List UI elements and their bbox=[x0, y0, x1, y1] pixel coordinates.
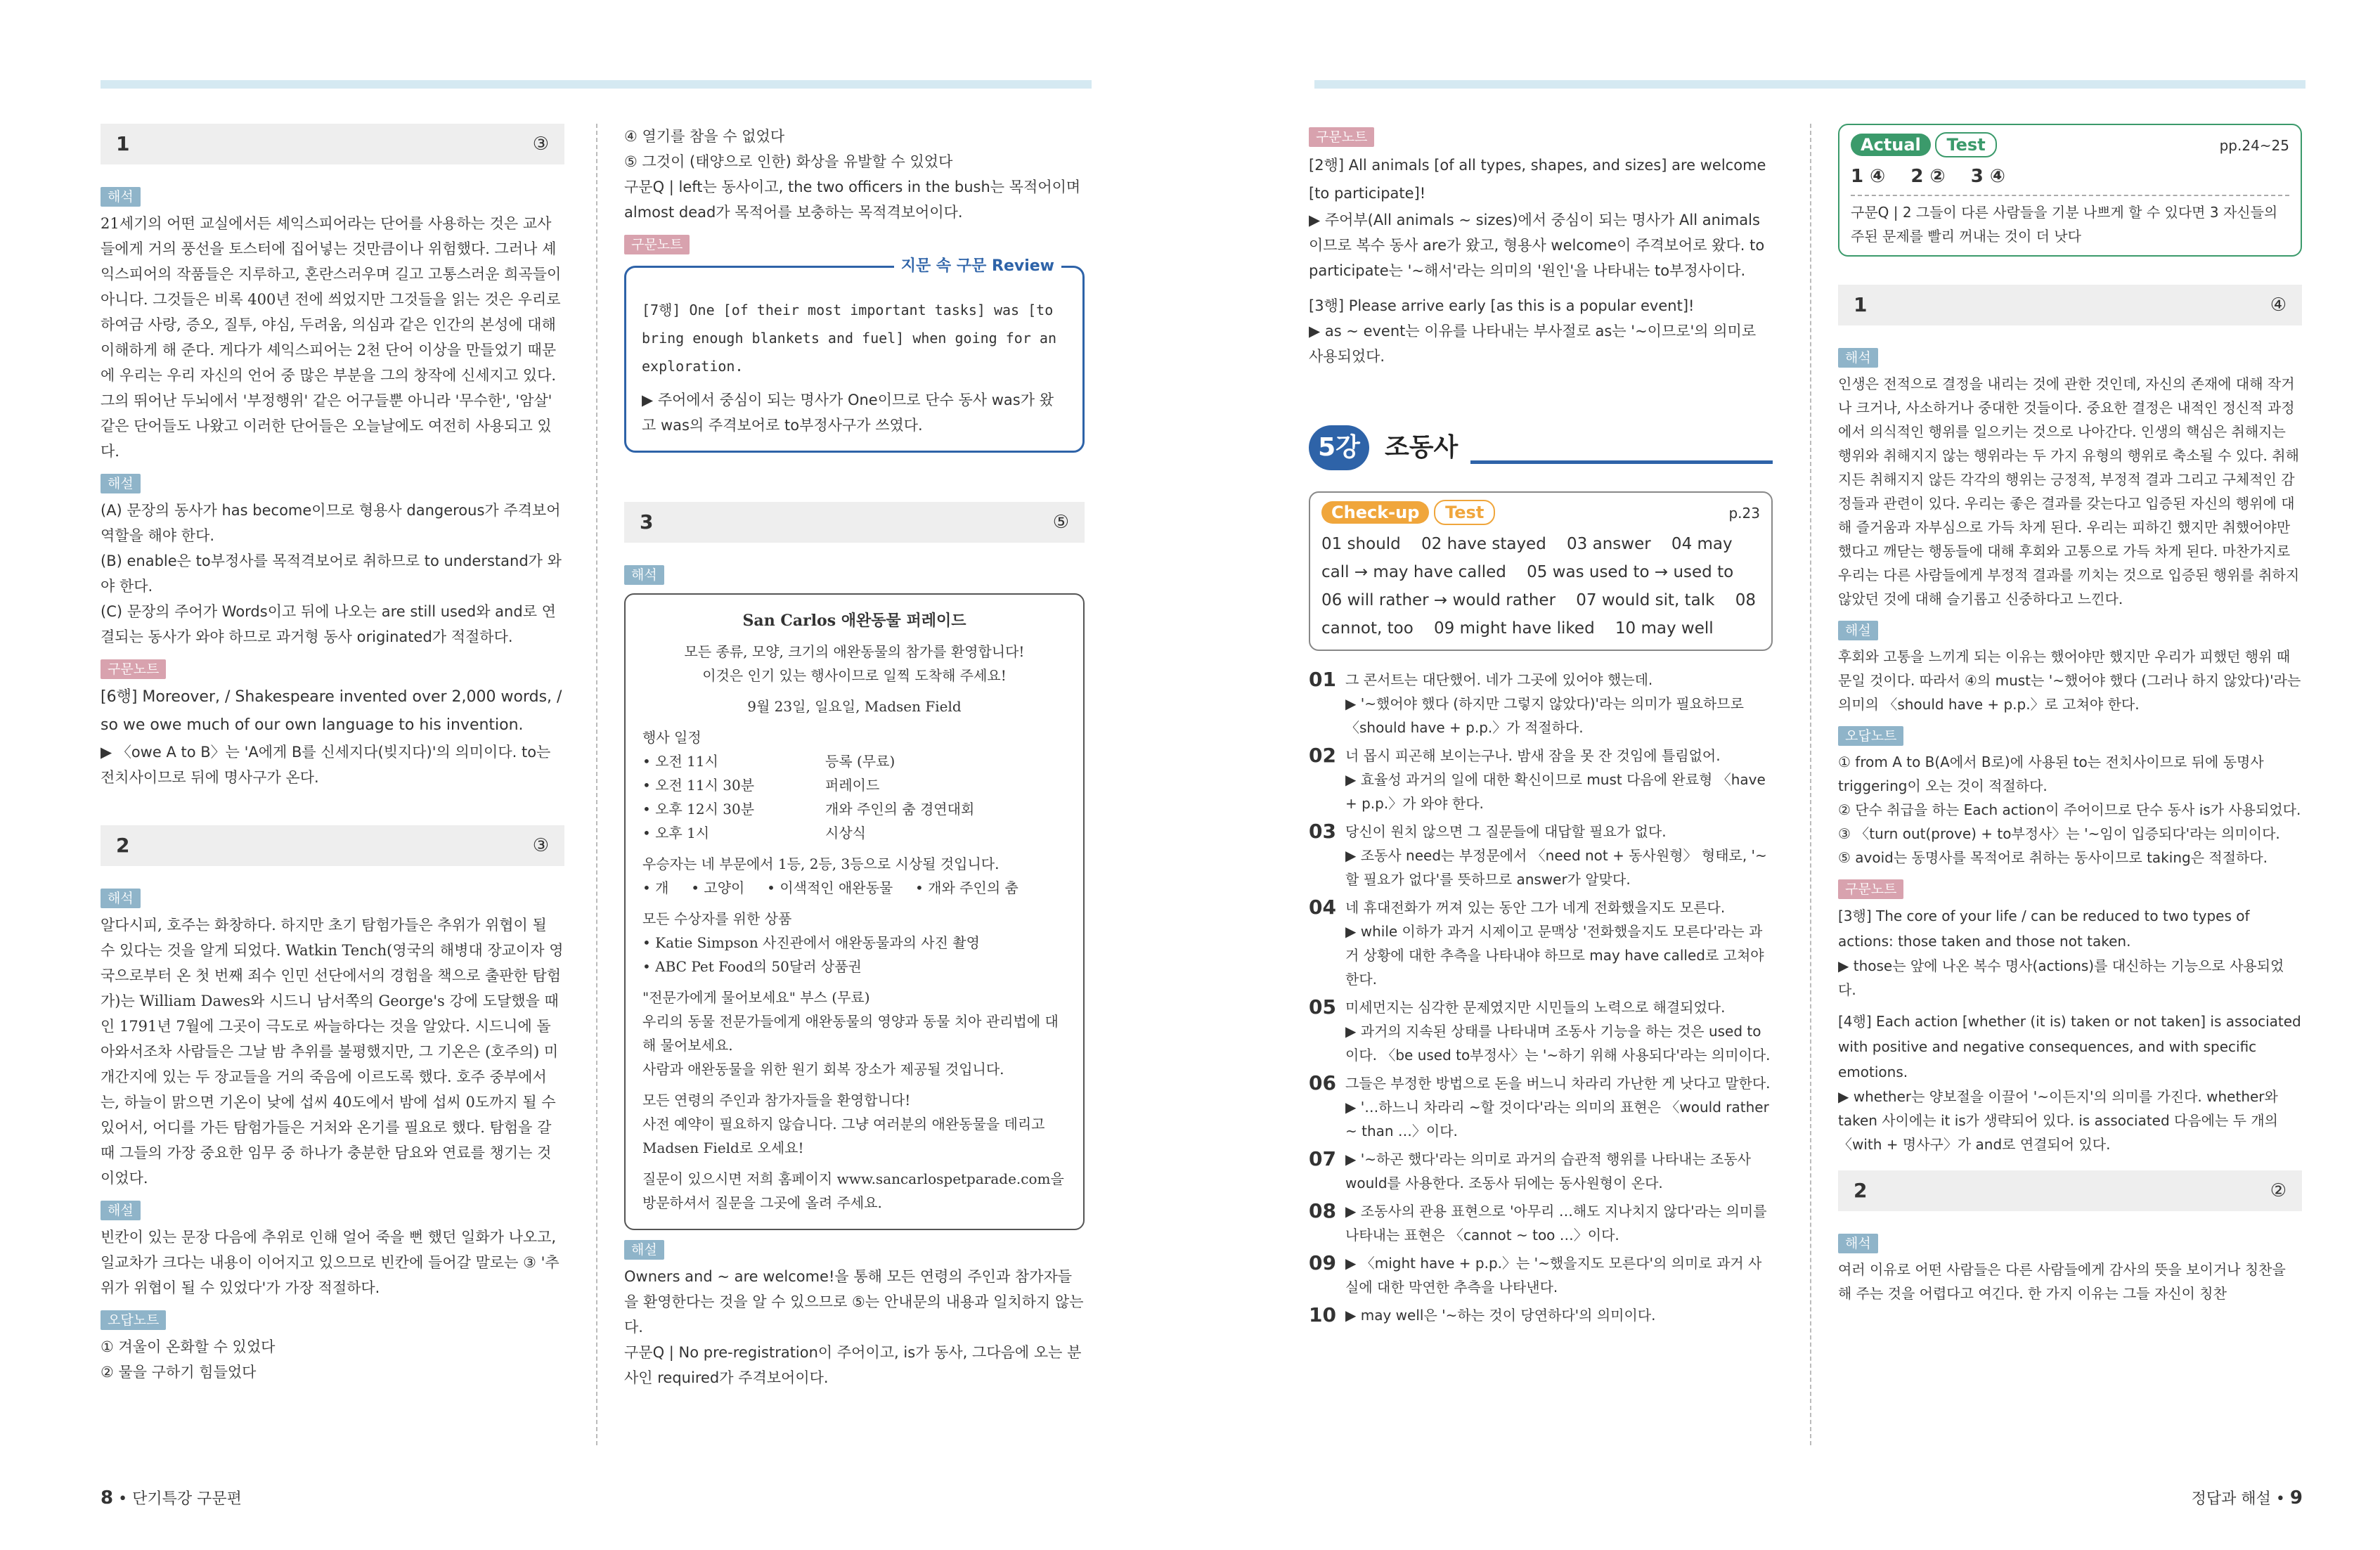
item-explain: ▶ 조동사 need는 부정문에서 〈need not + 동사원형〉 형태로, '~할 필요가 없다'를 뜻하므로 answer가 알맞다. bbox=[1345, 847, 1767, 888]
prize-1: • Katie Simpson 사진관에서 애완동물과의 사진 촬영 bbox=[642, 934, 980, 951]
wrong-option-4: ④ 열기를 참을 수 없었다 bbox=[624, 128, 785, 145]
lesson-title: 조동사 bbox=[1385, 433, 1459, 462]
item-number: 07 bbox=[1309, 1147, 1336, 1170]
right-column-divider bbox=[1810, 124, 1811, 1445]
list-item bbox=[1309, 896, 1773, 991]
tag-gumun: 구문노트 bbox=[1838, 879, 1903, 899]
syntax-question-note: 구문Q | No pre-registration이 주어이고, is가 동사, 그다음에 오는 분사인 required가 주격보어이다. bbox=[624, 1344, 1082, 1386]
checkup-page: p.23 bbox=[1728, 504, 1760, 522]
syntax-note-explain-3: ▶ as ~ event는 이유를 나타내는 부사절로 as는 '~이므로'의 의미로 사용되었다. bbox=[1309, 323, 1757, 365]
left-column-1 bbox=[101, 124, 564, 1385]
syntax-note-line: [6행] Moreover, / Shakespeare invented over 2,000 words, / so we owe much of our own language to his invention. bbox=[101, 688, 562, 734]
answer-mark: ④ bbox=[2270, 295, 2287, 316]
item-number: 03 bbox=[1309, 820, 1336, 843]
item-explain: ▶ 조동사의 관용 표현으로 '아무리 …해도 지나치지 않다'라는 의미를 나타내는 표현은 〈cannot ~ too …〉이다. bbox=[1345, 1203, 1767, 1244]
item-explain: ▶ '…하느니 차라리 ~할 것이다'라는 의미의 표현은 〈would rather ~ than …〉이다. bbox=[1345, 1099, 1769, 1139]
footer-title: • 단기특강 구문편 bbox=[118, 1490, 242, 1508]
checkup-explanations bbox=[1309, 668, 1773, 1327]
actual-question-note: 구문Q | 2 그들이 다른 사람들을 기분 나쁘게 할 수 있다면 3 자신들의 주된 문제를 빨리 꺼내는 것이 더 낫다 bbox=[1851, 204, 2278, 245]
poster-intro-1: 모든 종류, 모양, 크기의 애완동물의 참가를 환영합니다! bbox=[684, 643, 1025, 660]
translation-text: 인생은 전적으로 결정을 내리는 것에 관한 것인데, 자신의 존재에 대해 작거나 크거나, 사소하거나 중대한 것들이다. 중요한 결정은 내적인 정신적 과정에서 의식적인 행위를 일으키는 것으로 나아간다. 인생의 핵심은 취해지는 행위와 취해지지 않는 행위라는 두 가지 유형의 행위로 축소될 수 있다. 취해지든 취해지지 않든 각각의 행위는 긍정적, 부정적 결과 그리고 구체적인 감정들과 관련이 있다. 우리는 좋은 결과를 갖는다고 입증된 자신의 행위에 대해 즐거움과 자부심으로 가득 차게 된다. 우리는 피하긴 했지만 취했어야만 했다고 깨닫는 행동들에 대해 후회와 고통으로 가득 차게 된다. 마찬가지로 우리는 다른 사람들에게 부정적 결과를 끼치는 것으로 입증된 행위를 취하지 않았던 것에 대해 슬기롭고 신중하다고 느낀다. bbox=[1838, 375, 2300, 607]
checkup-pill: Test bbox=[1434, 500, 1495, 525]
review-explain: ▶ 주어에서 중심이 되는 명사가 One이므로 단수 동사 was가 왔고 was의 주격보어로 to부정사구가 쓰였다. bbox=[642, 392, 1054, 434]
winners-text: 우승자는 네 부문에서 1등, 2등, 3등으로 시상될 것입니다. bbox=[642, 855, 1000, 872]
item-translation: 미세먼지는 심각한 문제였지만 시민들의 노력으로 해결되었다. bbox=[1345, 999, 1726, 1016]
question-number: 3 bbox=[640, 510, 654, 534]
item-translation: 네 휴대전화가 꺼져 있는 동안 그가 네게 전화했을지도 모른다. bbox=[1345, 899, 1726, 916]
translation-text: 21세기의 어떤 교실에서든 셰익스피어라는 단어를 사용하는 것은 교사들에게 거의 풍선을 토스터에 집어넣는 것만큼이나 위험했다. 그러나 셰익스피어의 작품들은 지루하고, 혼란스러우며 길고 고통스러운 희곡들이 아니다. 그것들은 비록 400년 전에 씌었지만 그것들을 읽는 것은 우리로 하여금 사랑, 증오, 질투, 야심, 두려움, 의심과 같은 인간의 본성에 대해 이해하게 해 준다. 게다가 셰익스피어는 2천 단어 이상을 만들었기 때문에 우리는 우리 자신의 언어 중 많은 부분을 그의 창작에 신세지고 있다. 그의 뛰어난 두뇌에서 '부정행위' 같은 어구들뿐 아니라 '무수한', '암살' 같은 단어들도 나왔고 이러한 단어들은 오늘날에도 여전히 사용되고 있다. bbox=[101, 215, 562, 460]
checkup-header bbox=[1321, 500, 1760, 526]
item-explain: ▶ may well은 '~하는 것이 당연하다'의 의미이다. bbox=[1345, 1307, 1656, 1324]
tag-gumun: 구문노트 bbox=[1309, 127, 1374, 147]
syntax-question-note: 구문Q | left는 동사이고, the two officers in the bush는 목적어이며 almost dead가 목적어를 보충하는 목적격보어이다. bbox=[624, 179, 1081, 221]
tag-haeseok: 해석 bbox=[624, 565, 664, 585]
question-2-header bbox=[1838, 1170, 2302, 1211]
checkup-title: Check-up bbox=[1321, 501, 1429, 524]
right-column-2 bbox=[1838, 124, 2302, 1305]
left-top-bar bbox=[101, 80, 1092, 89]
list-item bbox=[1309, 1251, 1773, 1299]
question-number: 1 bbox=[1854, 293, 1868, 316]
tag-odap: 오답노트 bbox=[101, 1310, 166, 1330]
schedule-list bbox=[642, 749, 1066, 845]
item-number: 06 bbox=[1309, 1071, 1336, 1094]
actual-answers: 1 ④ 2 ② 3 ④ bbox=[1851, 166, 2005, 187]
tag-gumun: 구문노트 bbox=[624, 235, 690, 254]
list-item bbox=[1309, 1199, 1773, 1247]
poster-date: 9월 23일, 일요일, Madsen Field bbox=[747, 698, 962, 715]
schedule-time: • 오전 11시 30분 bbox=[642, 777, 755, 794]
categories-text: • 개 • 고양이 • 이색적인 애완동물 • 개와 주인의 춤 bbox=[642, 879, 1018, 896]
prize-2: • ABC Pet Food의 50달러 상품권 bbox=[642, 958, 862, 975]
review-sentence: [7행] One [of their most important tasks] was [to bring enough blankets and fuel] when going for an exploration. bbox=[642, 302, 1057, 375]
answer-mark: ② bbox=[2270, 1180, 2287, 1201]
tag-haeseol: 해설 bbox=[624, 1240, 664, 1260]
item-explain: ▶ 〈might have + p.p.〉는 '~했을지도 모른다'의 의미로 과거 사실에 대한 막연한 추측을 나타낸다. bbox=[1345, 1255, 1762, 1296]
event-poster bbox=[624, 593, 1085, 1230]
actual-title: Actual bbox=[1851, 134, 1931, 156]
item-translation: 그 콘서트는 대단했어. 네가 그곳에 있어야 했는데. bbox=[1345, 671, 1653, 688]
right-page-footer bbox=[2192, 1487, 2303, 1509]
wrong-note-4: ⑤ avoid는 동명사를 목적어로 취하는 동사이므로 taking은 적절하다. bbox=[1838, 849, 2268, 866]
lesson-number: 5강 bbox=[1309, 425, 1369, 470]
item-number: 02 bbox=[1309, 744, 1336, 767]
list-item bbox=[1309, 744, 1773, 815]
question-number: 1 bbox=[116, 132, 130, 155]
actual-header bbox=[1851, 132, 2289, 158]
contact-text: 질문이 있으시면 저희 홈페이지 www.sancarlospetparade.com을 방문하셔서 질문을 그곳에 올려 주세요. bbox=[642, 1170, 1064, 1211]
actual-test-box bbox=[1838, 124, 2302, 257]
list-item bbox=[1309, 995, 1773, 1067]
syntax-note-explain: ▶ 〈owe A to B〉는 'A에게 B를 신세지다(빚지다)'의 의미이다. to는 전치사이므로 뒤에 명사구가 온다. bbox=[101, 744, 551, 786]
wrong-option-2: ② 물을 구하기 힘들었다 bbox=[101, 1364, 257, 1381]
page-number: 8 bbox=[101, 1487, 114, 1509]
poster-title: San Carlos 애완동물 퍼레이드 bbox=[742, 612, 966, 630]
question-2-header bbox=[101, 825, 564, 866]
right-column-1 bbox=[1309, 124, 1773, 1331]
footer-title: 정답과 해설 • bbox=[2191, 1490, 2285, 1508]
prizes-title: 모든 수상자를 위한 상품 bbox=[642, 910, 792, 927]
tag-haeseok: 해석 bbox=[101, 889, 141, 908]
syntax-note-3: [3행] The core of your life / can be reduced to two types of actions: those taken and those not taken. bbox=[1838, 908, 2250, 950]
item-number: 10 bbox=[1309, 1303, 1336, 1326]
syntax-note-3-explain: ▶ those는 앞에 나온 복수 명사(actions)를 대신하는 기능으로 사용되었다. bbox=[1838, 957, 2284, 998]
list-item bbox=[1309, 1147, 1773, 1195]
question-1-header bbox=[1838, 285, 2302, 325]
schedule-time: • 오전 11시 bbox=[642, 753, 718, 770]
lesson-underline bbox=[1470, 460, 1773, 464]
translation-text: 여러 이유로 어떤 사람들은 다른 사람들에게 감사의 뜻을 보이거나 칭찬을 해 주는 것을 어렵다고 여긴다. 한 가지 이유는 그들 자신이 칭찬 bbox=[1838, 1261, 2286, 1302]
explain-c: (C) 문장의 주어가 Words이고 뒤에 나오는 are still used와 and로 연결되는 동사가 와야 하므로 과거형 동사 originated가 적절하다. bbox=[101, 603, 556, 645]
review-label: 지문 속 구문 Review bbox=[894, 254, 1061, 279]
schedule-time: • 오후 12시 30분 bbox=[642, 801, 755, 818]
schedule-event: 개와 주인의 춤 경연대회 bbox=[825, 801, 975, 818]
booth-text: 우리의 동물 전문가들에게 애완동물의 영양과 동물 치아 관리법에 대해 물어보세요. bbox=[642, 1013, 1059, 1054]
no-registration-text: 사전 예약이 필요하지 않습니다. 그냥 여러분의 애완동물을 데리고 Madsen Field로 오세요! bbox=[642, 1116, 1045, 1156]
tag-haeseol: 해설 bbox=[1838, 621, 1878, 640]
tag-haeseol: 해설 bbox=[101, 474, 141, 493]
right-top-bar bbox=[1314, 80, 2305, 89]
item-translation: 당신이 원치 않으면 그 질문들에 대답할 필요가 없다. bbox=[1345, 823, 1667, 840]
list-item bbox=[1309, 668, 1773, 740]
booth-title: "전문가에게 물어보세요" 부스 (무료) bbox=[642, 989, 870, 1006]
question-1-header bbox=[101, 124, 564, 164]
checkup-test-box bbox=[1309, 491, 1773, 651]
translation-text: 알다시피, 호주는 화창하다. 하지만 초기 탐험가들은 추위가 위협이 될 수 있다는 것을 알게 되었다. Watkin Tench(영국의 해병대 장교이자 영국으로부터 온 첫 번째 죄수 인민 선단에서의 경험을 책으로 출판한 탐험가)는 William Dawes와 시드니 남서쪽의 George's 강에 도달했을 때인 1791년 7월에 그곳이 극도로 싸늘하다는 것을 알았다. 시드니에 돌아와서조차 사람들은 그날 밤 추위를 불평했지만, 그 기온은 (호주의) 미개간지에 있는 두 장교들을 거의 죽음에 이르도록 했다. 호주 중부에서는, 하늘이 맑으면 기온이 낮에 섭씨 40도에서 밤에 섭씨 0도까지 될 수 있어서, 어디를 가든 탐험가들은 거처와 온기를 필요로 했다. 탐험을 갈 때 그들의 가장 중요한 임무 중 하나가 충분한 담요와 연료를 챙기는 것이었다. bbox=[101, 917, 564, 1187]
item-explain: ▶ 과거의 지속된 상태를 나타내며 조동사 기능을 하는 것은 used to이다. 〈be used to부정사〉는 '~하기 위해 사용되다'라는 의미이다. bbox=[1345, 1023, 1771, 1064]
item-number: 04 bbox=[1309, 896, 1336, 919]
item-number: 09 bbox=[1309, 1251, 1336, 1274]
answer-mark: ③ bbox=[532, 835, 549, 856]
explain-text: Owners and ~ are welcome!을 통해 모든 연령의 주인과 참가자들을 환영한다는 것을 알 수 있으므로 ⑤는 안내문의 내용과 일치하지 않는다. bbox=[624, 1268, 1084, 1336]
item-explain: ▶ '~하곤 했다'라는 의미로 과거의 습관적 행위를 나타내는 조동사 would를 사용한다. 조동사 뒤에는 동사원형이 온다. bbox=[1345, 1151, 1751, 1191]
schedule-time: • 오후 1시 bbox=[642, 825, 710, 841]
item-number: 08 bbox=[1309, 1199, 1336, 1222]
item-translation: 그들은 부정한 방법으로 돈을 버느니 차라리 가난한 게 낫다고 말한다. bbox=[1345, 1075, 1771, 1092]
left-column-2 bbox=[624, 124, 1085, 1390]
question-number: 2 bbox=[116, 834, 130, 857]
booth-text-2: 사람과 애완동물을 위한 원기 회복 장소가 제공될 것입니다. bbox=[642, 1061, 1004, 1078]
divider bbox=[1851, 195, 2289, 196]
explain-text: 후회와 고통을 느끼게 되는 이유는 했어야만 했지만 우리가 피했던 행위 때문일 것이다. 따라서 ④의 must는 '~했어야 했다 (그러나 하지 않았다)'라는 의미의 〈should have + p.p.〉로 고쳐야 한다. bbox=[1838, 648, 2301, 713]
question-3-header bbox=[624, 502, 1085, 543]
item-number: 01 bbox=[1309, 668, 1336, 691]
wrong-option-5: ⑤ 그것이 (태양으로 인한) 화상을 유발할 수 있었다 bbox=[624, 153, 953, 170]
syntax-note-4-explain: ▶ whether는 양보절을 이끌어 '~이든지'의 의미를 가진다. whether와 taken 사이에는 it is가 생략되어 있다. is associated 다음에는 두 개의 〈with + 명사구〉가 and로 연결되어 있다. bbox=[1838, 1088, 2278, 1153]
list-item bbox=[1309, 1071, 1773, 1143]
list-item bbox=[1309, 820, 1773, 891]
wrong-note-3: ③ 〈turn out(prove) + to부정사〉는 '~임이 입증되다'라는 의미이다. bbox=[1838, 825, 2280, 842]
actual-page: pp.24~25 bbox=[2219, 136, 2289, 154]
syntax-note-line-3: [3행] Please arrive early [as this is a popular event]! bbox=[1309, 297, 1695, 314]
wrong-note-2: ② 단수 취급을 하는 Each action이 주어이므로 단수 동사 is가 사용되었다. bbox=[1838, 801, 2301, 818]
syntax-review-box bbox=[624, 257, 1085, 453]
tag-haeseok: 해석 bbox=[101, 187, 141, 207]
item-explain: ▶ 효율성 과거의 일에 대한 확신이므로 must 다음에 완료형 〈have + p.p.〉가 와야 한다. bbox=[1345, 771, 1766, 812]
checkup-answers: 01 should 02 have stayed 03 answer 04 may call → may have called 05 was used to → used to 06 will rather → would rather 07 would sit, talk 08 cannot, too 09 might have liked 10 may well bbox=[1321, 535, 1761, 638]
item-explain: ▶ '~했어야 했다 (하지만 그렇지 않았다)'라는 의미가 필요하므로 〈should have + p.p.〉가 적절하다. bbox=[1345, 695, 1744, 736]
item-translation: 너 몹시 피곤해 보이는구나. 밤새 잠을 못 잔 것임에 틀림없어. bbox=[1345, 747, 1721, 764]
explain-b: (B) enable은 to부정사를 목적격보어로 취하므로 to understand가 와야 한다. bbox=[101, 553, 562, 595]
syntax-note-explain-2: ▶ 주어부(All animals ~ sizes)에서 중심이 되는 명사가 All animals이므로 복수 동사 are가 왔고, 형용사 welcome이 주격보어로 왔다. to participate는 '~해서'라는 의미의 '원인'을 나타내는 to부정사이다. bbox=[1309, 212, 1765, 279]
wrong-note-1: ① from A to B(A에서 B로)에 사용된 to는 전치사이므로 뒤에 동명사 triggering이 오는 것이 적절하다. bbox=[1838, 754, 2264, 794]
schedule-event: 등록 (무료) bbox=[825, 753, 895, 770]
left-page-footer bbox=[101, 1487, 242, 1509]
left-column-divider bbox=[596, 124, 597, 1445]
tag-odap: 오답노트 bbox=[1838, 726, 1903, 746]
item-number: 05 bbox=[1309, 995, 1336, 1019]
tag-gumun: 구문노트 bbox=[101, 659, 166, 679]
item-explain: ▶ while 이하가 과거 시제이고 문맥상 '전화했을지도 모른다'라는 과거 상황에 대한 추측을 나타내야 하므로 may have called로 고쳐야 한다. bbox=[1345, 923, 1764, 988]
tag-haeseok: 해석 bbox=[1838, 1234, 1878, 1253]
welcome-text: 모든 연령의 주인과 참가자들을 환영합니다! bbox=[642, 1092, 911, 1109]
wrong-option-1: ① 겨울이 온화할 수 있었다 bbox=[101, 1338, 276, 1355]
syntax-note-4: [4행] Each action [whether (it is) taken or not taken] is associated with positive and negative consequences, and with specific emotions. bbox=[1838, 1013, 2301, 1080]
schedule-event: 시상식 bbox=[825, 825, 866, 841]
page-number: 9 bbox=[2289, 1487, 2303, 1509]
schedule-event: 퍼레이드 bbox=[825, 777, 880, 794]
answer-mark: ③ bbox=[532, 134, 549, 155]
poster-intro-2: 이것은 인기 있는 행사이므로 일찍 도착해 주세요! bbox=[702, 667, 1007, 684]
list-item bbox=[1309, 1303, 1773, 1327]
syntax-note-line-2: [2행] All animals [of all types, shapes, and sizes] are welcome [to participate]! bbox=[1309, 157, 1766, 202]
lesson-header bbox=[1309, 425, 1773, 470]
question-number: 2 bbox=[1854, 1179, 1868, 1202]
explain-text: 빈칸이 있는 문장 다음에 추위로 인해 얼어 죽을 뻔 했던 일화가 나오고, 일교차가 크다는 내용이 이어지고 있으므로 빈칸에 들어갈 말로는 ③ '추위가 위협이 될 수 있었다'가 가장 적절하다. bbox=[101, 1229, 560, 1296]
tag-haeseok: 해석 bbox=[1838, 348, 1878, 368]
schedule-title: 행사 일정 bbox=[642, 729, 701, 746]
tag-haeseol: 해설 bbox=[101, 1201, 141, 1220]
answer-mark: ⑤ bbox=[1052, 512, 1069, 533]
explain-a: (A) 문장의 동사가 has become이므로 형용사 dangerous가 주격보어 역할을 해야 한다. bbox=[101, 502, 561, 544]
actual-pill: Test bbox=[1935, 132, 1996, 157]
